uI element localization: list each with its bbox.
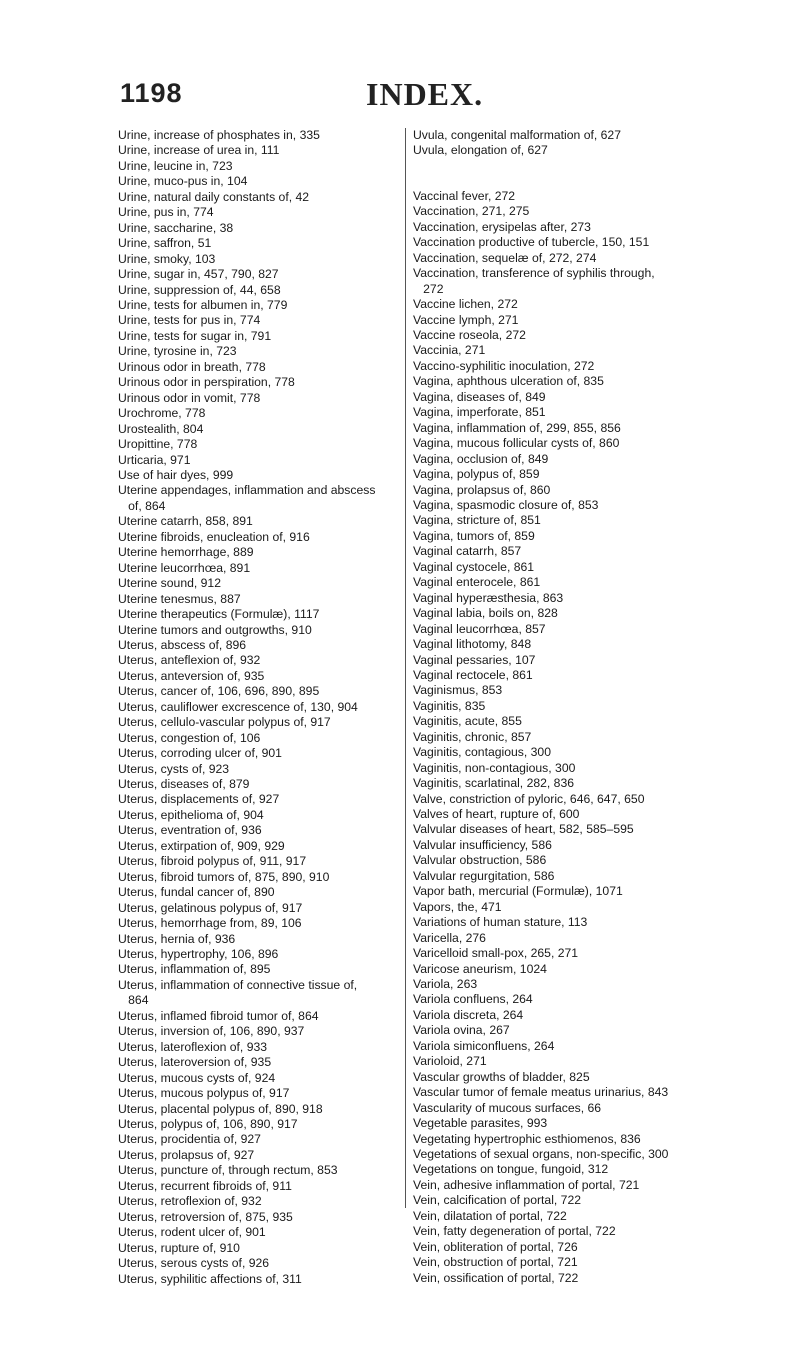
index-entry: Valvular obstruction, 586 — [413, 853, 547, 868]
page-number: 1198 — [120, 78, 183, 108]
index-entry: Variola, 263 — [413, 977, 478, 992]
index-entry: Uropittine, 778 — [118, 437, 198, 452]
index-entry: Urine, tests for sugar in, 791 — [118, 328, 272, 343]
index-entry: Urine, tests for albumen in, 779 — [118, 297, 288, 312]
index-entry: Uterus, cellulo-vascular polypus of, 917 — [118, 715, 331, 730]
index-entry: Uterine tumors and outgrowths, 910 — [118, 622, 312, 637]
index-entry: Vapors, the, 471 — [413, 899, 502, 914]
index-entry: Uterine catarrh, 858, 891 — [118, 514, 253, 529]
index-entry: Varioloid, 271 — [413, 1054, 487, 1069]
index-entry: Uterus, rodent ulcer of, 901 — [118, 1225, 266, 1240]
index-entry: Vein, dilatation of portal, 722 — [413, 1208, 567, 1223]
index-entry: Uterus, mucous polypus of, 917 — [118, 1086, 290, 1101]
index-entry: Uterus, abscess of, 896 — [118, 637, 247, 652]
index-entry: Vagina, aphthous ulceration of, 835 — [413, 374, 604, 389]
index-entry: Vaccino-syphilitic inoculation, 272 — [413, 358, 595, 373]
index-entry: Vaginal leucorrhœa, 857 — [413, 621, 546, 636]
index-entry: Vein, obstruction of portal, 721 — [413, 1255, 578, 1270]
index-entry: Vegetable parasites, 993 — [413, 1116, 548, 1131]
index-entry: Urinous odor in perspiration, 778 — [118, 375, 295, 390]
index-entry: Uterus, serous cysts of, 926 — [118, 1256, 270, 1271]
index-entry: Variola simiconfluens, 264 — [413, 1038, 555, 1053]
index-entry: Varicelloid small-pox, 265, 271 — [413, 946, 579, 961]
index-entry: Variations of human stature, 113 — [413, 915, 588, 930]
index-entry: Vaccine roseola, 272 — [413, 327, 526, 342]
index-entry: Urochrome, 778 — [118, 406, 206, 421]
index-entry: Valvular insufficiency, 586 — [413, 837, 552, 852]
index-entry: Uterus, eventration of, 936 — [118, 823, 262, 838]
index-entry: Uvula, elongation of, 627 — [413, 143, 548, 158]
index-entry: Uterine fibroids, enucleation of, 916 — [118, 529, 310, 544]
index-entry: Vagina, stricture of, 851 — [413, 513, 541, 528]
index-entry: Uterus, prolapsus of, 927 — [118, 1147, 255, 1162]
index-entry: Vaginal labia, boils on, 828 — [413, 606, 558, 621]
index-entry: Uterus, corroding ulcer of, 901 — [118, 746, 282, 761]
index-entry: Uterus, polypus of, 106, 890, 917 — [118, 1117, 298, 1131]
index-entry: Urine, suppression of, 44, 658 — [118, 282, 281, 297]
index-entry: Vapor bath, mercurial (Formulæ), 1071 — [413, 884, 623, 899]
index-entry: Vaginal rectocele, 861 — [413, 667, 533, 682]
index-entry: Vegetations on tongue, fungoid, 312 — [413, 1162, 609, 1177]
index-entry: Vagina, imperforate, 851 — [413, 405, 546, 420]
index-entry: Vaginal cystocele, 861 — [413, 559, 535, 574]
index-column-right — [413, 128, 703, 1286]
index-entry: Vaccinia, 271 — [413, 343, 486, 358]
index-entry: Vein, obliteration of portal, 726 — [413, 1239, 578, 1254]
index-entry: Urticaria, 971 — [118, 452, 191, 467]
index-entry: Uterus, extirpation of, 909, 929 — [118, 838, 285, 853]
index-entry: Uterus, recurrent fibroids of, 911 — [118, 1178, 292, 1193]
index-column-left — [118, 128, 398, 1287]
index-entry: Valve, constriction of pyloric, 646, 647, 650 — [413, 791, 645, 806]
index-entry: Uterus, inflammation of connective tissue of, — [118, 977, 358, 992]
index-entry: Vascularity of mucous surfaces, 66 — [413, 1100, 602, 1115]
section-gap — [413, 159, 703, 189]
index-entry: Varicella, 276 — [413, 930, 486, 945]
column-divider — [405, 128, 406, 1208]
index-entry: Uterus, puncture of, through rectum, 853 — [118, 1163, 338, 1178]
index-entry: Uterus, epithelioma of, 904 — [118, 807, 264, 822]
index-entry: Uterus, retroversion of, 875, 935 — [118, 1209, 293, 1224]
index-entry: Urine, saccharine, 38 — [118, 220, 234, 235]
index-entry: Urine, tests for pus in, 774 — [118, 313, 261, 328]
index-entry: Uterine appendages, inflammation and abscess — [118, 483, 376, 498]
index-entry: Uterus, inflamed fibroid tumor of, 864 — [118, 1008, 319, 1023]
index-entry: Uterus, lateroflexion of, 933 — [118, 1039, 268, 1054]
index-entry: Uterine therapeutics (Formulæ), 1117 — [118, 607, 320, 622]
index-entry: Urine, saffron, 51 — [118, 236, 212, 251]
index-entry: Vagina, spasmodic closure of, 853 — [413, 497, 599, 512]
index-entry: Uvula, congenital malformation of, 627 — [413, 128, 621, 142]
index-entry: Vein, calcification of portal, 722 — [413, 1193, 582, 1208]
index-entry: Vegetating hypertrophic esthiomenos, 836 — [413, 1131, 641, 1146]
index-entry: Vaginitis, acute, 855 — [413, 714, 522, 729]
index-entry: Use of hair dyes, 999 — [118, 467, 234, 482]
index-entry: Vaginitis, scarlatinal, 282, 836 — [413, 776, 575, 791]
index-entry: Uterus, placental polypus of, 890, 918 — [118, 1101, 323, 1116]
index-entry: Urine, pus in, 774 — [118, 205, 214, 220]
index-entry: Uterine hemorrhage, 889 — [118, 545, 254, 560]
page-title: INDEX. — [366, 76, 484, 112]
index-entry: Uterus, gelatinous polypus of, 917 — [118, 900, 303, 915]
index-entry: Uterus, inflammation of, 895 — [118, 962, 271, 977]
index-entry: Vaginal pessaries, 107 — [413, 652, 536, 667]
index-entry: Vaccination, transference of syphilis through, — [413, 266, 655, 281]
index-entry: Uterus, syphilitic affections of, 311 — [118, 1271, 302, 1286]
index-entry: Urine, smoky, 103 — [118, 251, 216, 266]
index-entry: Urine, muco-pus in, 104 — [118, 174, 248, 189]
index-entry: Urinous odor in breath, 778 — [118, 359, 266, 374]
index-entry: Urostealith, 804 — [118, 421, 204, 436]
index-entry: Vaginal catarrh, 857 — [413, 544, 522, 559]
index-entry: Uterus, mucous cysts of, 924 — [118, 1070, 276, 1085]
index-entry: Vaccination, 271, 275 — [413, 204, 530, 219]
index-entry: Uterine leucorrhœa, 891 — [118, 560, 251, 575]
index-entry: Uterine sound, 912 — [118, 576, 221, 591]
index-entry: Variola ovina, 267 — [413, 1023, 510, 1038]
index-entry: Vein, fatty degeneration of portal, 722 — [413, 1224, 616, 1239]
index-entry: Uterus, cauliflower excrescence of, 130, 904 — [118, 699, 358, 714]
index-entry: Uterus, anteflexion of, 932 — [118, 653, 261, 668]
index-entry: Vaccine lichen, 272 — [413, 297, 518, 312]
index-entry: Vaginitis, non-contagious, 300 — [413, 760, 576, 775]
index-entry: Uterus, fundal cancer of, 890 — [118, 885, 275, 900]
index-entry: Urinous odor in vomit, 778 — [118, 390, 261, 405]
index-entry: Variola confluens, 264 — [413, 992, 533, 1007]
index-entry: Vagina, diseases of, 849 — [413, 389, 546, 404]
index-entry: Vagina, inflammation of, 299, 855, 856 — [413, 420, 621, 435]
index-entry: Valvular diseases of heart, 582, 585–595 — [413, 822, 634, 837]
index-entry: Uterus, procidentia of, 927 — [118, 1132, 261, 1147]
index-entry: Urine, natural daily constants of, 42 — [118, 189, 310, 204]
index-entry: of, 864 — [118, 498, 166, 513]
index-entry: Vagina, prolapsus of, 860 — [413, 482, 551, 497]
index-entry: Uterus, lateroversion of, 935 — [118, 1055, 272, 1070]
index-entry: Uterus, congestion of, 106 — [118, 730, 261, 745]
index-entry: Uterus, diseases of, 879 — [118, 777, 250, 792]
index-entry: Valvular regurgitation, 586 — [413, 868, 555, 883]
index-entry: Uterus, hemorrhage from, 89, 106 — [118, 916, 302, 931]
index-entry: Vein, ossification of portal, 722 — [413, 1270, 579, 1285]
index-entry: Uterus, displacements of, 927 — [118, 792, 280, 807]
index-entry: Uterus, anteversion of, 935 — [118, 668, 265, 683]
index-entry: Vaccination, sequelæ of, 272, 274 — [413, 250, 597, 265]
index-entry: Vaccinal fever, 272 — [413, 188, 516, 203]
index-entry: Vaginitis, chronic, 857 — [413, 729, 532, 744]
index-entry: Uterus, hernia of, 936 — [118, 931, 236, 946]
index-entry: Urine, increase of urea in, 111 — [118, 143, 280, 158]
index-entry: Vein, adhesive inflammation of portal, 721 — [413, 1177, 640, 1192]
index-entry: Uterus, retroflexion of, 932 — [118, 1194, 262, 1209]
index-entry: Uterus, cancer of, 106, 696, 890, 895 — [118, 684, 320, 699]
index-entry: Uterus, cysts of, 923 — [118, 761, 230, 776]
index-entry: Vascular growths of bladder, 825 — [413, 1069, 590, 1084]
index-entry: Uterus, fibroid polypus of, 911, 917 — [118, 854, 307, 869]
index-entry: Uterine tenesmus, 887 — [118, 591, 241, 606]
index-entry: Vaginismus, 853 — [413, 683, 503, 698]
index-entry: Valves of heart, rupture of, 600 — [413, 807, 580, 822]
index-entry: Varicose aneurism, 1024 — [413, 961, 547, 976]
index-entry: Vagina, occlusion of, 849 — [413, 451, 549, 466]
index-entry: Urine, tyrosine in, 723 — [118, 344, 237, 359]
index-entry: Vaginal lithotomy, 848 — [413, 637, 532, 652]
index-entry: Uterus, hypertrophy, 106, 896 — [118, 947, 279, 962]
index-entry: Vaccination productive of tubercle, 150, 151 — [413, 235, 650, 250]
index-entry: Vagina, mucous follicular cysts of, 860 — [413, 436, 620, 451]
index-entry: Vaccination, erysipelas after, 273 — [413, 219, 591, 234]
index-entry: Vaginitis, contagious, 300 — [413, 745, 551, 760]
index-entry: Urine, leucine in, 723 — [118, 158, 233, 173]
index-entry: Vagina, tumors of, 859 — [413, 528, 535, 543]
index-entry: Uterus, rupture of, 910 — [118, 1240, 240, 1255]
index-entry: Urine, sugar in, 457, 790, 827 — [118, 267, 279, 282]
index-entry: Vaginitis, 835 — [413, 698, 486, 713]
index-entry: Vaccine lymph, 271 — [413, 312, 519, 327]
index-entry: Uterus, inversion of, 106, 890, 937 — [118, 1024, 305, 1039]
index-entry: Vegetations of sexual organs, non-specific, 300 — [413, 1147, 669, 1161]
index-entry: 272 — [413, 281, 444, 296]
index-entry: 864 — [118, 993, 149, 1008]
index-entry: Vaginal hyperæsthesia, 863 — [413, 590, 564, 605]
index-entry: Vaginal enterocele, 861 — [413, 575, 541, 590]
index-entry: Vascular tumor of female meatus urinarius, 843 — [413, 1085, 669, 1100]
index-entry: Urine, increase of phosphates in, 335 — [118, 128, 320, 142]
index-entry: Variola discreta, 264 — [413, 1007, 524, 1022]
index-entry: Vagina, polypus of, 859 — [413, 467, 540, 482]
index-entry: Uterus, fibroid tumors of, 875, 890, 910 — [118, 869, 330, 884]
